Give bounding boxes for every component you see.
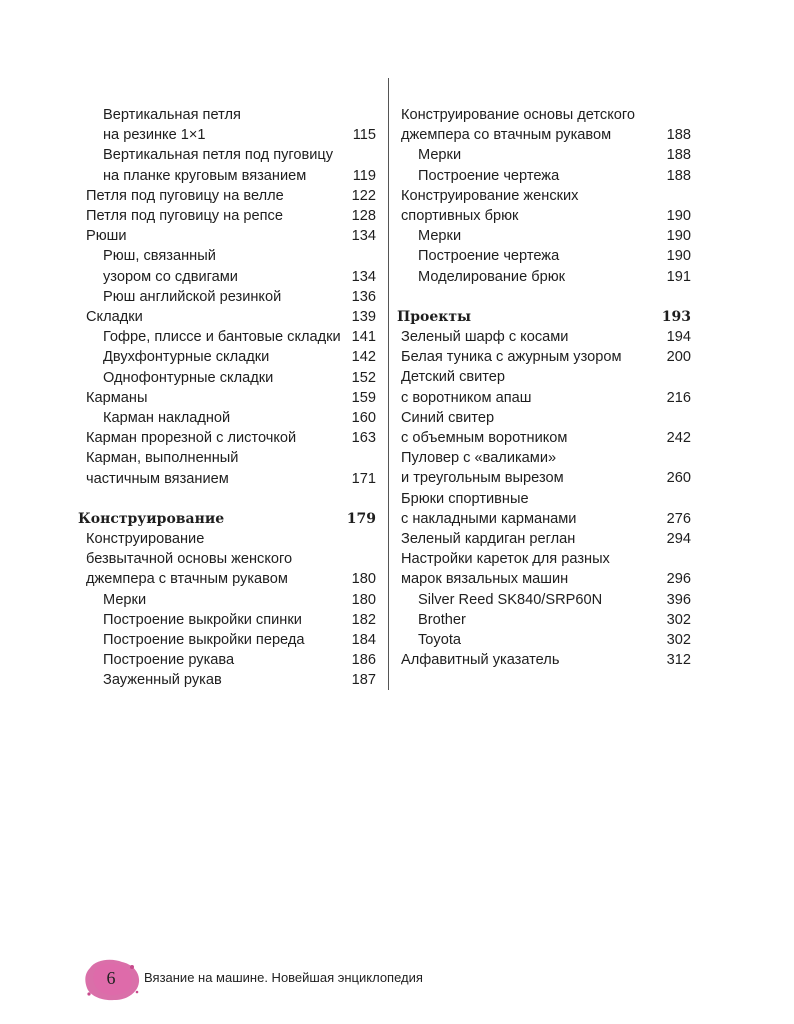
toc-entry[interactable] (86, 569, 376, 589)
toc-entry[interactable] (86, 145, 376, 165)
toc-entry-title: Построение выкройки спинки (103, 611, 302, 628)
toc-entry[interactable] (86, 327, 376, 347)
toc-entry[interactable] (401, 246, 691, 266)
toc-entry-title: Рюши (86, 228, 127, 245)
toc-entry-title: Toyota (418, 632, 461, 649)
toc-entry-title: Мерки (418, 228, 462, 245)
toc-entry[interactable] (86, 448, 376, 468)
toc-entry[interactable] (86, 650, 376, 670)
toc-entry-title: Зеленый шарф с косами (401, 329, 569, 346)
toc-entry-title: Белая туника с ажурным узором (401, 349, 622, 366)
toc-page-number: 302 (666, 611, 691, 628)
toc-page-number: 190 (666, 228, 691, 245)
toc-page-number: 187 (351, 672, 376, 689)
toc-page-number: 142 (351, 349, 376, 366)
toc-entry-title: Петля под пуговицу на велле (86, 187, 284, 204)
toc-entry[interactable] (86, 388, 376, 408)
section-spacer (401, 287, 691, 307)
toc-entry[interactable] (86, 590, 376, 610)
toc-entry[interactable] (401, 468, 691, 488)
toc-page-number: 216 (666, 389, 691, 406)
toc-entry-title: Детский свитер (401, 369, 506, 386)
toc-page-number: 171 (351, 470, 376, 487)
toc-entry[interactable] (401, 267, 691, 287)
toc-page-number: 191 (666, 268, 691, 285)
toc-entry-title: с воротником апаш (401, 389, 532, 406)
toc-entry[interactable] (401, 448, 691, 468)
toc-entry[interactable] (86, 125, 376, 145)
toc-entry[interactable] (401, 549, 691, 569)
toc-entry[interactable] (401, 186, 691, 206)
toc-page-number: 182 (351, 611, 376, 628)
toc-entry-title: Конструирование женских (401, 187, 579, 204)
toc-entry-title: джемпера со втачным рукавом (401, 127, 612, 144)
toc-page-number: 312 (666, 652, 691, 669)
toc-entry-title: Зауженный рукав (103, 672, 222, 689)
running-footer-title: Вязание на машине. Новейшая энциклопедия (144, 970, 423, 985)
toc-entry-title: Брюки спортивные (401, 490, 529, 507)
toc-page-number: 242 (666, 430, 691, 447)
toc-entry-title: Brother (418, 611, 466, 628)
toc-page-number: 136 (351, 288, 376, 305)
toc-entry[interactable] (401, 509, 691, 529)
toc-page-number: 193 (661, 308, 691, 325)
toc-entry-title: Конструирование (86, 531, 205, 548)
toc-entry[interactable] (86, 287, 376, 307)
toc-entry[interactable] (86, 428, 376, 448)
toc-entry[interactable] (86, 166, 376, 186)
toc-entry[interactable] (401, 226, 691, 246)
toc-page-number: 152 (351, 369, 376, 386)
toc-entry-title: Вертикальная петля под пуговицу (103, 147, 334, 164)
toc-entry-title: марок вязальных машин (401, 571, 569, 588)
toc-entry-title: Рюш, связанный (103, 248, 216, 265)
toc-entry-title: с накладными карманами (401, 510, 577, 527)
toc-entry-title: Мерки (418, 147, 462, 164)
toc-page-number: 188 (666, 147, 691, 164)
toc-page-number: 190 (666, 248, 691, 265)
toc-entry[interactable] (86, 408, 376, 428)
toc-entry[interactable] (401, 529, 691, 549)
toc-entry-title: Пуловер с «валиками» (401, 450, 557, 467)
toc-entry-title: частичным вязанием (86, 470, 229, 487)
toc-entry-title: безвытачной основы женского (86, 551, 293, 568)
toc-entry[interactable] (86, 246, 376, 266)
toc-entry-title: Синий свитер (401, 409, 495, 426)
toc-entry[interactable] (401, 105, 691, 125)
toc-entry-title: Построение выкройки переда (103, 632, 305, 649)
toc-page-number: 294 (666, 531, 691, 548)
toc-page-number: 159 (351, 389, 376, 406)
toc-entry[interactable] (401, 327, 691, 347)
toc-page-number: 260 (666, 470, 691, 487)
toc-page-number: 139 (351, 309, 376, 326)
toc-entry-title: Настройки кареток для разных (401, 551, 610, 568)
toc-entry[interactable] (86, 368, 376, 388)
toc-page-number: 188 (666, 127, 691, 144)
toc-entry-title: Конструирование основы детского (401, 107, 636, 123)
toc-entry-title: Однофонтурные складки (103, 369, 274, 386)
toc-entry-title: Гофре, плиссе и бантовые складки (103, 329, 341, 346)
toc-entry-title: Проекты (397, 308, 472, 325)
toc-entry[interactable] (86, 186, 376, 206)
toc-page-number: 276 (666, 510, 691, 527)
toc-page-number: 134 (351, 228, 376, 245)
toc-entry-title: с объемным воротником (401, 430, 568, 447)
toc-entry[interactable] (401, 610, 691, 630)
toc-entry-title: Конструирование (78, 510, 225, 527)
toc-entry-title: Карман, выполненный (86, 450, 239, 467)
toc-entry[interactable] (401, 489, 691, 509)
toc-entry[interactable] (86, 549, 376, 569)
toc-entry[interactable] (86, 105, 376, 125)
toc-page-number: 134 (351, 268, 376, 285)
toc-entry-title: Мерки (103, 591, 147, 608)
page-footer (82, 954, 502, 1004)
toc-page-number: 141 (351, 329, 376, 346)
toc-entry[interactable] (86, 469, 376, 489)
toc-entry[interactable] (401, 630, 691, 650)
column-divider (388, 78, 389, 690)
toc-entry-title: Алфавитный указатель (401, 652, 560, 669)
toc-page-number: 184 (351, 632, 376, 649)
toc-section-heading[interactable] (397, 307, 691, 327)
toc-page-number: 396 (666, 591, 691, 608)
toc-entry[interactable] (401, 590, 691, 610)
toc-column-left (78, 105, 376, 691)
toc-entry-title: Петля под пуговицу на репсе (86, 208, 283, 225)
page-number: 6 (106, 968, 116, 988)
toc-page-number: 122 (351, 187, 376, 204)
toc-entry[interactable] (86, 670, 376, 690)
toc-entry[interactable] (86, 529, 376, 549)
toc-entry[interactable] (401, 166, 691, 186)
toc-entry[interactable] (401, 428, 691, 448)
toc-entry-title: Складки (86, 309, 143, 326)
toc-entry[interactable] (401, 347, 691, 367)
toc-entry[interactable] (86, 610, 376, 630)
toc-entry-title: Silver Reed SK840/SRP60N (418, 591, 603, 608)
toc-entry[interactable] (86, 347, 376, 367)
toc-page-number: 190 (666, 208, 691, 225)
toc-entry-title: на резинке 1×1 (103, 127, 206, 144)
toc-entry-title: Карман прорезной с листочкой (86, 430, 297, 447)
toc-entry[interactable] (86, 226, 376, 246)
toc-page-number: 115 (352, 127, 376, 144)
toc-entry-title: Карман накладной (103, 410, 231, 427)
toc-page-number: 194 (666, 329, 691, 346)
toc-page-number: 302 (666, 632, 691, 649)
toc-column-right (397, 105, 691, 670)
toc-entry-title: Карманы (86, 389, 148, 406)
toc-entry-title: Моделирование брюк (418, 268, 566, 285)
toc-entry[interactable] (401, 367, 691, 387)
toc-entry[interactable] (401, 650, 691, 670)
toc-entry-title: и треугольным вырезом (401, 470, 564, 487)
toc-page-number: 160 (351, 410, 376, 427)
toc-page-number: 179 (346, 510, 376, 527)
toc-section-heading[interactable] (78, 509, 376, 529)
toc-entry[interactable] (401, 206, 691, 226)
toc-page-number: 296 (666, 571, 691, 588)
toc-entry-title: на планке круговым вязанием (103, 167, 307, 184)
toc-entry-title: Рюш английской резинкой (103, 288, 282, 305)
toc-page-number: 200 (666, 349, 691, 366)
toc-entry-title: узором со сдвигами (103, 268, 238, 285)
toc-page-number: 180 (351, 571, 376, 588)
toc-page-number: 180 (351, 591, 376, 608)
toc-entry-title: Двухфонтурные складки (103, 349, 270, 366)
toc-page-number: 163 (351, 430, 376, 447)
section-spacer (86, 489, 376, 509)
toc-page-number: 119 (352, 167, 376, 184)
toc-entry-title: Построение чертежа (418, 248, 560, 265)
toc-entry-title: Вертикальная петля (103, 107, 241, 123)
toc-entry[interactable] (401, 408, 691, 428)
toc-entry-title: Построение рукава (103, 652, 235, 669)
toc-page-number: 188 (666, 167, 691, 184)
toc-page-number: 186 (351, 652, 376, 669)
toc-entry[interactable] (401, 125, 691, 145)
toc-page-number: 128 (351, 208, 376, 225)
toc-entry-title: джемпера с втачным рукавом (86, 571, 288, 588)
toc-entry[interactable] (401, 569, 691, 589)
toc-entry[interactable] (401, 145, 691, 165)
toc-entry-title: Зеленый кардиган реглан (401, 531, 576, 548)
toc-entry[interactable] (86, 206, 376, 226)
toc-entry[interactable] (401, 388, 691, 408)
toc-entry[interactable] (86, 267, 376, 287)
toc-entry-title: спортивных брюк (401, 208, 519, 225)
toc-entry[interactable] (86, 307, 376, 327)
toc-entry[interactable] (86, 630, 376, 650)
toc-entry-title: Построение чертежа (418, 167, 560, 184)
